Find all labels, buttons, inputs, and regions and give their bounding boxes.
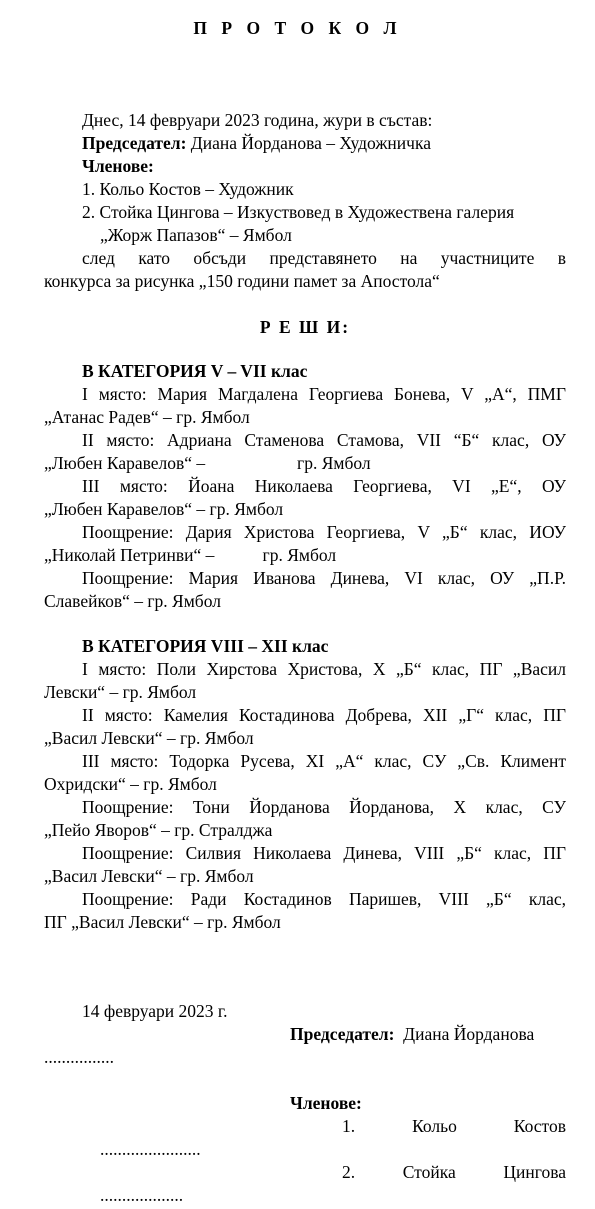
sig-2-num: 2.: [342, 1162, 356, 1182]
cat2-line: Левски“ – гр. Ямбол: [44, 682, 197, 702]
footer-chair-name: Диана Йорданова: [403, 1024, 535, 1044]
sig-1-num: 1.: [342, 1116, 356, 1136]
cat2-line: ПГ „Васил Левски“ – гр. Ямбол: [44, 912, 281, 932]
cat2-line: Поощрение: Силвия Николаева Динева, VIII „Б“ клас, ПГ: [82, 843, 566, 863]
cat1-line: III място: Йоана Николаева Георгиева, VI „Е“, ОУ: [82, 476, 566, 496]
cat1-line: „Любен Каравелов“ – гр. Ямбол: [44, 453, 371, 473]
cat2-line: „Васил Левски“ – гр. Ямбол: [44, 866, 254, 886]
chair-line: [82, 132, 431, 155]
footer-chair: [290, 1023, 534, 1046]
chair-name: Диана Йорданова – Художничка: [186, 133, 431, 153]
cat2-line: II място: Камелия Костадинова Добрева, XII „Г“ клас, ПГ: [82, 705, 566, 725]
cat1-line: Поощрение: Дария Христова Георгиева, V „Б“ клас, ИОУ: [82, 522, 566, 542]
protocol-title: П Р О Т О К О Л: [193, 18, 402, 38]
footer-date: 14 февруари 2023 г.: [82, 1001, 228, 1021]
cat2-line: Поощрение: Ради Костадинов Паришев, VIII „Б“ клас,: [82, 889, 566, 909]
category-1-heading: В КАТЕГОРИЯ V – VII клас: [82, 361, 308, 381]
cat2-line: I място: Поли Хирстова Христова, X „Б“ клас, ПГ „Васил: [82, 659, 566, 679]
sig-2-dots: ...................: [100, 1185, 184, 1205]
footer-members-label: Членове:: [290, 1093, 362, 1113]
cat2-line: „Васил Левски“ – гр. Ямбол: [44, 728, 254, 748]
cat1-line: II място: Адриана Стаменова Стамова, VII “Б“ клас, ОУ: [82, 430, 566, 450]
after-line2: конкурса за рисунка „150 години памет за Апостола“: [44, 271, 440, 291]
member-2-line2: „Жорж Папазов“ – Ямбол: [100, 225, 292, 245]
sig-2-first: Стойка: [402, 1162, 456, 1182]
sig-1-last: Костов: [513, 1116, 566, 1136]
signature-1: [342, 1115, 566, 1138]
cat2-line: „Пейо Яворов“ – гр. Стралджа: [44, 820, 273, 840]
cat1-line: Поощрение: Мария Иванова Динева, VI клас, ОУ „П.Р.: [82, 568, 566, 588]
cat1-line: Славейков“ – гр. Ямбол: [44, 591, 221, 611]
sig-1-dots: .......................: [100, 1139, 201, 1159]
chair-signature-dots: ................: [44, 1047, 114, 1067]
cat1-line: „Николай Петринви“ – гр. Ямбол: [44, 545, 337, 565]
member-1: 1. Кольо Костов – Художник: [82, 179, 294, 199]
cat2-line: Поощрение: Тони Йорданова Йорданова, X клас, СУ: [82, 797, 566, 817]
decision-heading: Р Е Ш И:: [259, 317, 351, 337]
cat2-line: Охридски“ – гр. Ямбол: [44, 774, 217, 794]
cat1-line: I място: Мария Магдалена Георгиева Бонева, V „А“, ПМГ: [82, 384, 566, 404]
signature-2: [342, 1161, 566, 1184]
sig-1-first: Кольо: [412, 1116, 457, 1136]
footer-chair-label: Председател:: [290, 1024, 395, 1044]
sig-2-last: Цингова: [503, 1162, 566, 1182]
category-2-heading: В КАТЕГОРИЯ VIII – XII клас: [82, 636, 329, 656]
cat2-line: III място: Тодорка Русева, XI „А“ клас, СУ „Св. Климент: [82, 751, 566, 771]
cat1-line: „Любен Каравелов“ – гр. Ямбол: [44, 499, 284, 519]
chair-label: Председател:: [82, 133, 187, 153]
member-2-line1: 2. Стойка Цингова – Изкуствовед в Художествена галерия: [82, 202, 515, 222]
members-label: Членове:: [82, 156, 154, 176]
date-line: Днес, 14 февруари 2023 година, жури в състав:: [82, 110, 433, 130]
after-line1: след като обсъди представянето на участниците в: [82, 248, 566, 268]
cat1-line: „Атанас Радев“ – гр. Ямбол: [44, 407, 250, 427]
